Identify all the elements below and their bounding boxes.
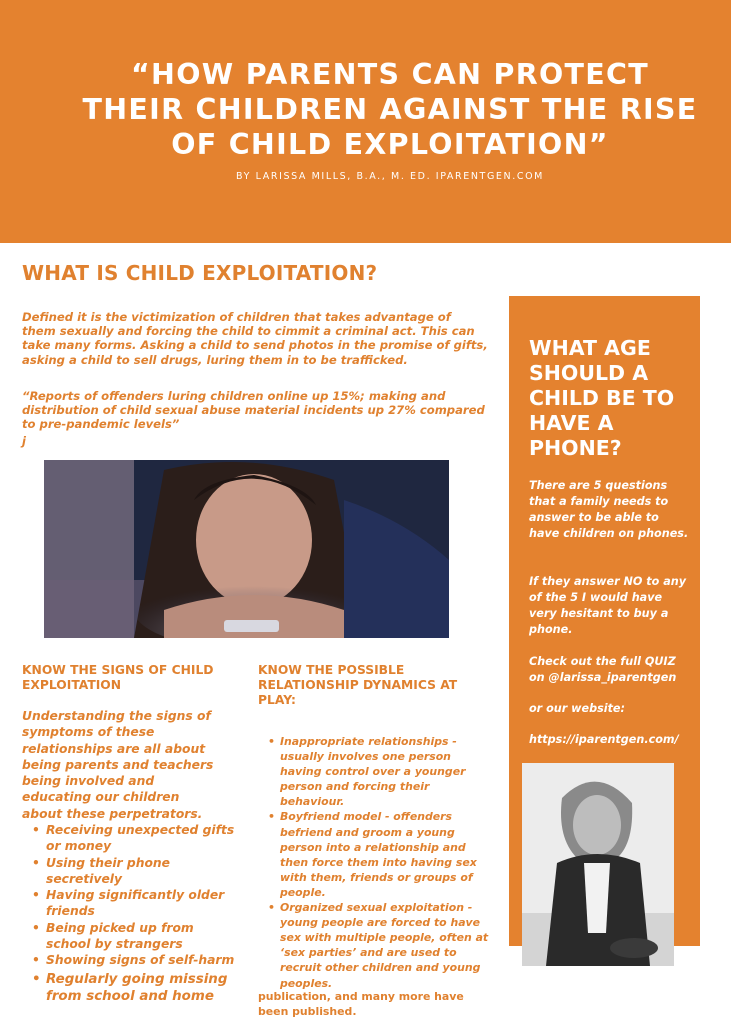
sidebar-paragraph-quiz: Check out the full QUIZ on @larissa_iparentgen (529, 655, 677, 684)
list-item: • Receiving unexpected gifts or money (32, 822, 242, 855)
signs-list (32, 822, 242, 1005)
sidebar-paragraph-questions: There are 5 questions that a family needs to answer to be able to have children on phones. (529, 479, 689, 540)
dynamics-list (268, 734, 490, 991)
photo-author (522, 763, 674, 966)
sidebar-website-link[interactable]: https://iparentgen.com/ (529, 733, 679, 746)
list-item: • Showing signs of self-harm (32, 952, 242, 968)
section-heading-child-exploitation: WHAT IS CHILD EXPLOITATION? (22, 261, 378, 285)
stray-character: j (22, 434, 26, 448)
byline: BY LARISSA MILLS, B.A., M. ED. IPARENTGEN.COM (236, 171, 544, 182)
list-item: • Organized sexual exploitation - young people are forced to have sex with multiple people, often at ‘sex parties’ and are used to recruit other children and young peoples. (268, 900, 490, 991)
section-heading-signs: KNOW THE SIGNS OF CHILD EXPLOITATION (22, 663, 214, 692)
page-title (60, 57, 720, 162)
list-item: • Having significantly older friends (32, 887, 242, 920)
photo-girl-with-phone (44, 460, 449, 638)
list-item: • Using their phone secretively (32, 855, 242, 888)
statistics-quote: “Reports of offenders luring children online up 15%; making and distribution of child sexual abuse material incidents up 27% compared to pre-pandemic levels” (22, 389, 485, 432)
photo-girl-illustration (44, 460, 449, 638)
list-item: • Regularly going missing from school and home (32, 971, 242, 1005)
title-line-3: OF CHILD EXPLOITATION” (171, 128, 609, 161)
sidebar-paragraph-answer-no: If they answer NO to any of the 5 I would have very hesitant to buy a phone. (529, 575, 687, 636)
list-item: • Inappropriate relationships - usually involves one person having control over a younger person and forcing their behaviour. (268, 734, 490, 809)
title-line-2: THEIR CHILDREN AGAINST THE RISE (82, 93, 698, 126)
sidebar-paragraph-website-label: or our website: (529, 702, 625, 715)
list-item: • Boyfriend model - offenders befriend and groom a young person into a relationship and then force them into having sex with them, friends or groups of people. (268, 809, 490, 900)
list-item: • Being picked up from school by strangers (32, 920, 242, 953)
section-heading-dynamics: KNOW THE POSSIBLE RELATIONSHIP DYNAMICS AT PLAY: (258, 663, 458, 707)
dynamics-tail-text: publication, and many more have been published. (258, 990, 464, 1018)
title-line-1: “HOW PARENTS CAN PROTECT (131, 58, 649, 91)
sidebar-heading: WHAT AGE SHOULD A CHILD BE TO HAVE A PHONE? (529, 336, 675, 460)
signs-intro-paragraph: Understanding the signs of symptoms of these relationships are all about being parents and teachers being involved and educating our children about these perpetrators. (22, 709, 214, 821)
intro-paragraph: Defined it is the victimization of children that takes advantage of them sexually and forcing the child to cimmit a criminal act. This can take many forms. Asking a child to send photos in the promise of gifts, asking a child to sell drugs, luring them in to be trafficked. (22, 310, 488, 367)
photo-author-illustration (522, 763, 674, 966)
